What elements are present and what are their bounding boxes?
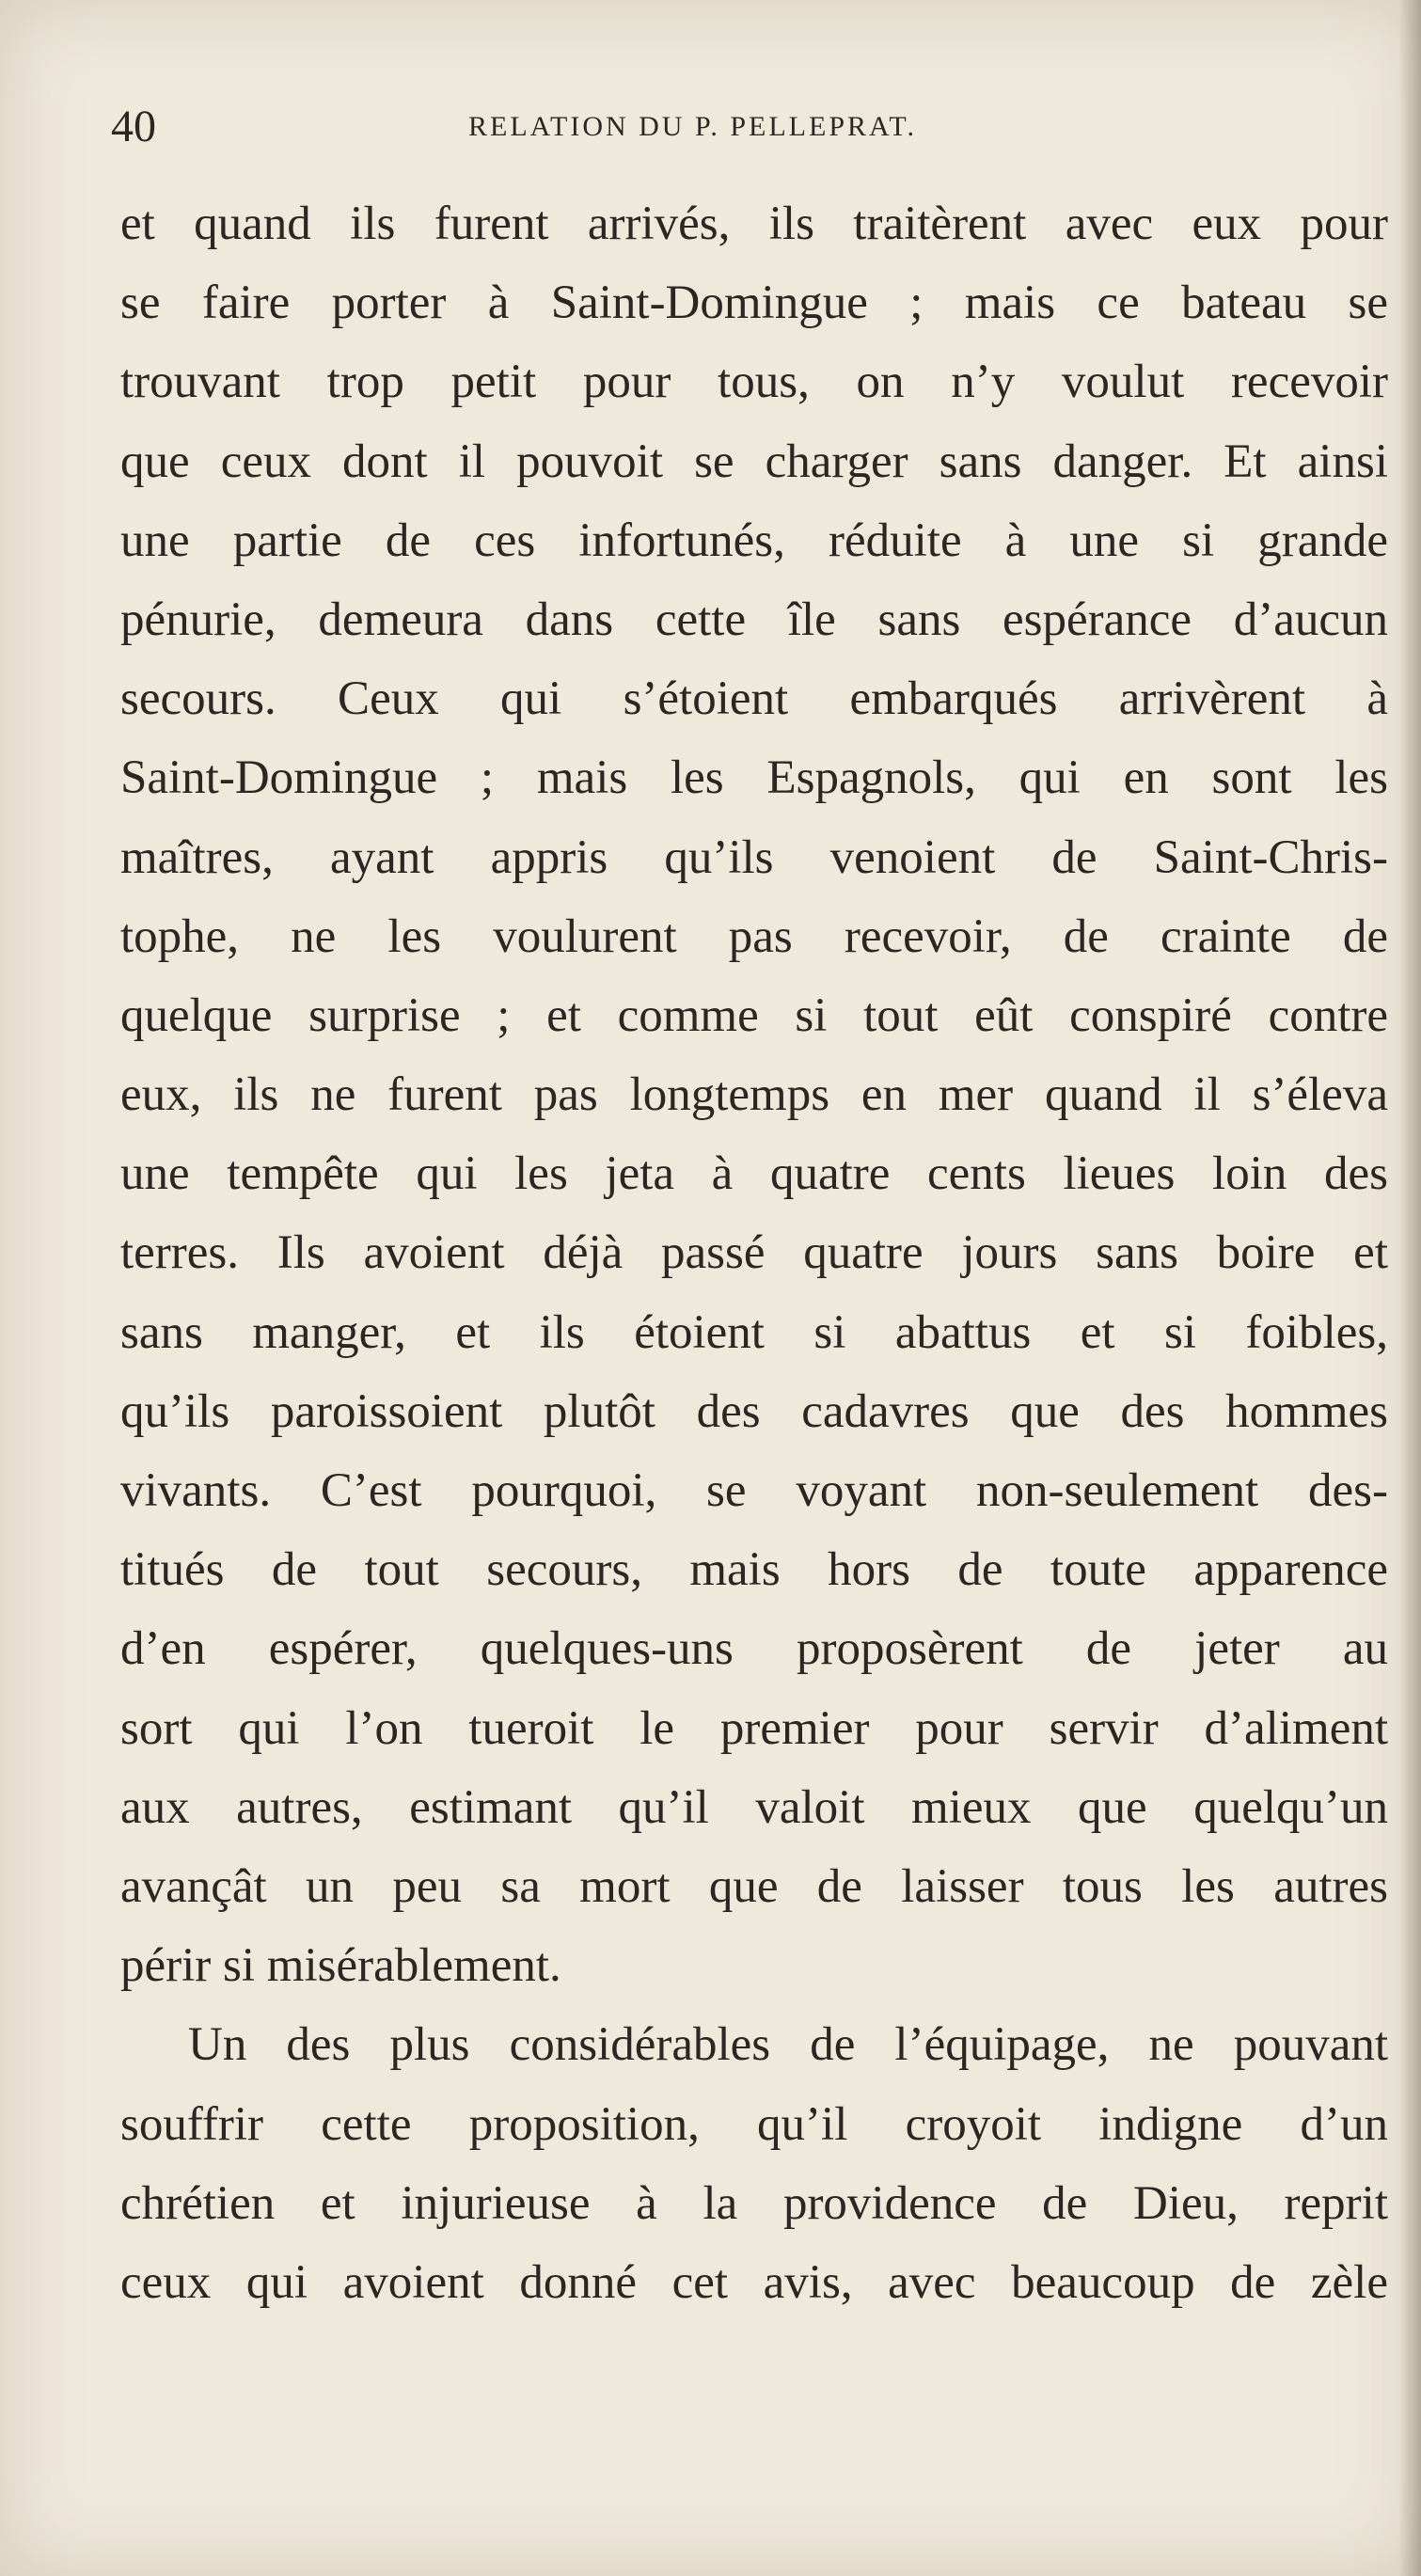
- text-line: quelque surprise ; et comme si tout eût conspiré contre: [120, 988, 1388, 1042]
- text-line: pénurie, demeura dans cette île sans espérance d’aucun: [120, 593, 1388, 646]
- text-line: sans manger, et ils étoient si abattus et si foibles,: [120, 1305, 1388, 1359]
- text-line: et quand ils furent arrivés, ils traitèrent avec eux pour: [120, 198, 1388, 250]
- text-line: d’en espérer, quelques-uns proposèrent de jeter au: [120, 1622, 1388, 1676]
- page-edge-shadow: [1398, 0, 1421, 2576]
- text-line: chrétien et injurieuse à la providence de Dieu, reprit: [120, 2176, 1388, 2230]
- text-line: sort qui l’on tueroit le premier pour servir d’aliment: [120, 1701, 1388, 1755]
- text-line: une partie de ces infortunés, réduite à une si grande: [120, 514, 1388, 567]
- body-text: [120, 184, 1388, 2322]
- text-line: se faire porter à Saint-Domingue ; mais ce bateau se: [120, 277, 1388, 330]
- running-title: RELATION DU P. PELLEPRAT.: [468, 111, 917, 142]
- text-line: Un des plus considérables de l’équipage, ne pouvant: [188, 2018, 1388, 2072]
- text-line: qu’ils paroissoient plutôt des cadavres que des hommes: [120, 1384, 1388, 1438]
- text-line: vivants. C’est pourquoi, se voyant non-seulement des-: [120, 1464, 1388, 1517]
- text-line: périr si misérablement.: [120, 1939, 561, 1993]
- running-head: [111, 94, 1390, 160]
- text-line: secours. Ceux qui s’étoient embarqués arrivèrent à: [120, 672, 1388, 726]
- paragraph-1: [120, 184, 1388, 2005]
- text-line: ceux qui avoient donné cet avis, avec beaucoup de zèle: [120, 2255, 1388, 2309]
- text-line: maîtres, ayant appris qu’ils venoient de Saint-Chris-: [120, 830, 1388, 884]
- text-line: eux, ils ne furent pas longtemps en mer quand il s’éleva: [120, 1068, 1388, 1122]
- text-line: une tempête qui les jeta à quatre cents lieues loin des: [120, 1147, 1388, 1201]
- text-line: titués de tout secours, mais hors de toute apparence: [120, 1543, 1388, 1597]
- text-line: Saint-Domingue ; mais les Espagnols, qui en sont les: [120, 751, 1388, 805]
- text-line: aux autres, estimant qu’il valoit mieux que quelqu’un: [120, 1780, 1388, 1834]
- text-line: trouvant trop petit pour tous, on n’y voulut recevoir: [120, 356, 1388, 409]
- text-line: avançât un peu sa mort que de laisser tous les autres: [120, 1859, 1388, 1913]
- text-line: souffrir cette proposition, qu’il croyoit indigne d’un: [120, 2097, 1388, 2151]
- page-number: 40: [111, 102, 156, 151]
- text-line: terres. Ils avoient déjà passé quatre jours sans boire et: [120, 1226, 1388, 1280]
- text-line: tophe, ne les voulurent pas recevoir, de crainte de: [120, 909, 1388, 963]
- text-line: que ceux dont il pouvoit se charger sans danger. Et ainsi: [120, 435, 1388, 488]
- paragraph-2: [120, 2005, 1388, 2322]
